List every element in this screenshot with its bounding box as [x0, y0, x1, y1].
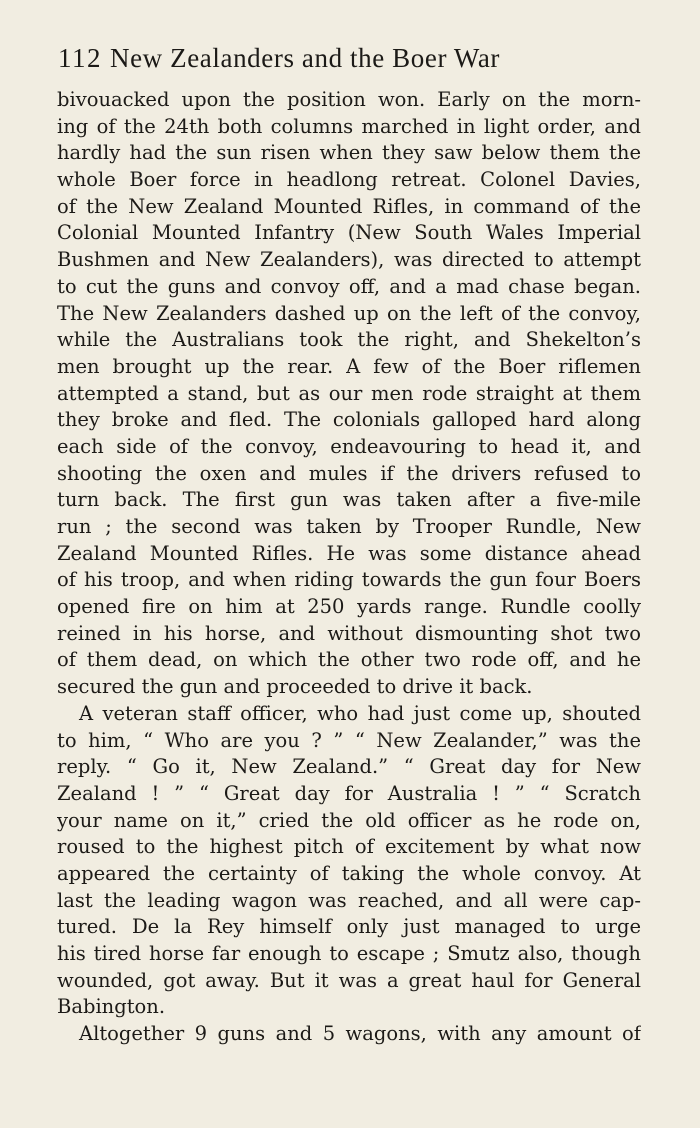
- text-line: of his troop, and when riding towards the gun four Boers: [57, 568, 641, 592]
- text-line: opened fire on him at 250 yards range. Rundle coolly: [57, 595, 641, 619]
- text-line: reply. “ Go it, New Zealand.” “ Great day for New: [57, 755, 641, 779]
- text-line: roused to the highest pitch of excitement by what now: [57, 835, 641, 859]
- text-line: your name on it,” cried the old officer as he rode on,: [57, 808, 641, 832]
- text-line: tured. De la Rey himself only just managed to urge: [57, 915, 641, 939]
- text-line: each side of the convoy, endeavouring to head it, and: [57, 434, 641, 458]
- text-line: ing of the 24th both columns marched in light order, and: [57, 114, 641, 138]
- running-title: New Zealanders and the Boer War: [110, 43, 501, 73]
- text-line: Zealand ! ” “ Great day for Australia ! ” “ Scratch: [57, 781, 641, 805]
- text-line: whole Boer force in headlong retreat. Colonel Davies,: [57, 168, 641, 192]
- text-line-paragraph-end: Babington.: [57, 995, 166, 1019]
- text-line: reined in his horse, and without dismounting shot two: [57, 621, 641, 645]
- text-line: The New Zealanders dashed up on the left of the convoy,: [57, 301, 641, 325]
- text-line: last the leading wagon was reached, and all were cap-: [57, 888, 641, 912]
- text-line: run ; the second was taken by Trooper Rundle, New: [57, 515, 641, 538]
- text-line: appeared the certainty of taking the whole convoy. At: [57, 861, 641, 885]
- text-line: while the Australians took the right, and Shekelton’s: [57, 328, 641, 352]
- text-line-paragraph-start: A veteran staff officer, who had just come up, shouted: [79, 701, 641, 725]
- page-number: 112: [58, 43, 102, 73]
- text-line: Colonial Mounted Infantry (New South Wales Imperial: [57, 221, 641, 245]
- text-line: turn back. The first gun was taken after a five-mile: [57, 488, 641, 512]
- text-line: to him, “ Who are you ? ” “ New Zealander,” was the: [57, 728, 641, 752]
- text-line: shooting the oxen and mules if the drivers refused to: [57, 461, 641, 485]
- text-line: Zealand Mounted Rifles. He was some distance ahead: [57, 541, 641, 565]
- text-line: to cut the guns and convoy off, and a mad chase began.: [57, 274, 641, 298]
- text-line: bivouacked upon the position won. Early on the morn-: [57, 88, 641, 111]
- text-line: men brought up the rear. A few of the Boer riflemen: [57, 354, 641, 378]
- text-line: attempted a stand, but as our men rode straight at them: [57, 381, 641, 405]
- text-line: wounded, got away. But it was a great haul for General: [57, 968, 641, 992]
- text-line-paragraph-start: Altogether 9 guns and 5 wagons, with any amount of: [79, 1022, 641, 1046]
- text-line: they broke and fled. The colonials galloped hard along: [57, 408, 641, 432]
- running-head: [58, 40, 618, 76]
- text-line: of the New Zealand Mounted Rifles, in command of the: [57, 194, 641, 218]
- text-line: of them dead, on which the other two rode off, and he: [57, 648, 641, 672]
- text-line: his tired horse far enough to escape ; Smutz also, though: [57, 942, 641, 965]
- body-text: [57, 87, 641, 1048]
- text-line: hardly had the sun risen when they saw below them the: [57, 141, 641, 165]
- text-line: Bushmen and New Zealanders), was directed to attempt: [57, 248, 641, 272]
- text-line-paragraph-end: secured the gun and proceeded to drive it back.: [57, 675, 533, 699]
